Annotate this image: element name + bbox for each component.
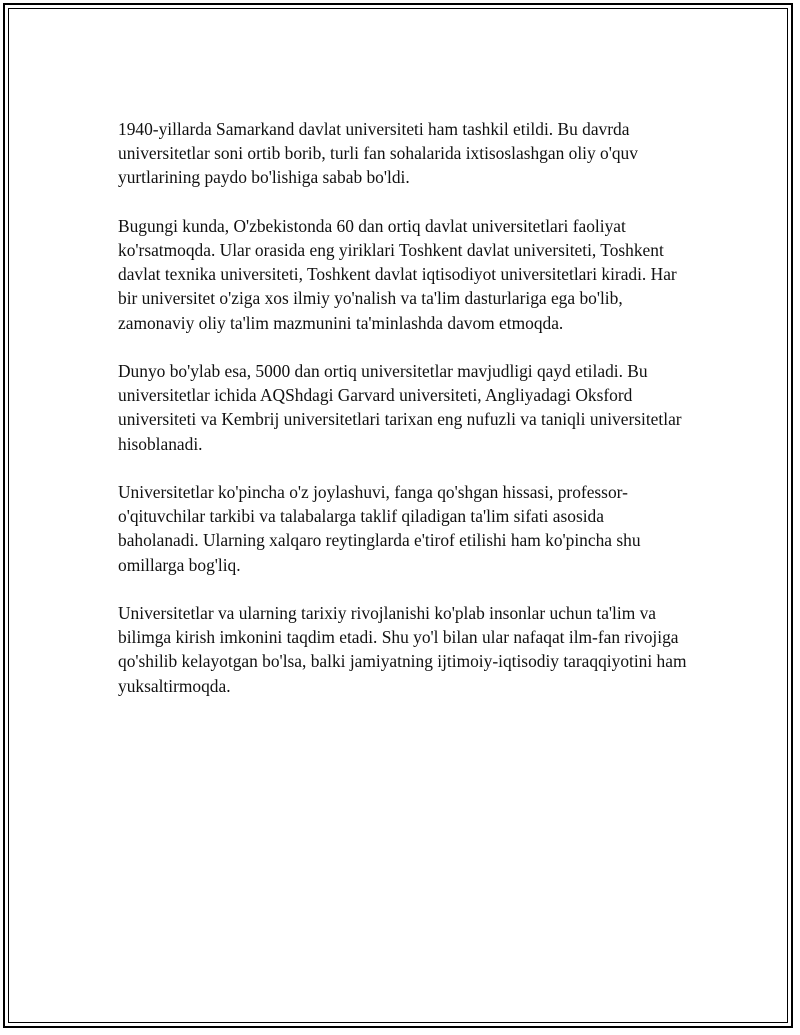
paragraph-2: Bugungi kunda, O'zbekistonda 60 dan ortiq davlat universitetlari faoliyat ko'rsatmoqda. Ular orasida eng yiriklari Toshkent davlat universiteti, Toshkent davlat texnika universiteti, Toshkent davlat iqtisodiyot universitetlari kiradi. Har bir universitet o'ziga xos ilmiy yo'nalish va ta'lim dasturlariga ega bo'lib, zamonaviy oliy ta'lim mazmunini ta'minlashda davom etmoqda. bbox=[118, 215, 677, 333]
paragraph-5: Universitetlar va ularning tarixiy rivojlanishi ko'plab insonlar uchun ta'lim va bilimga kirish imkonini taqdim etadi. Shu yo'l bilan ular nafaqat ilm-fan rivojiga qo'shilib kelayotgan bo'lsa, balki jamiyatning ijtimoiy-iqtisodiy taraqqiyotini ham yuksaltirmoqda. bbox=[118, 603, 687, 696]
paragraph-4: Universitetlar ko'pincha o'z joylashuvi, fanga qo'shgan hissasi, professor-o'qituvchilar tarkibi va talabalarga taklif qiladigan ta'lim sifati asosida baholanadi. Ularning xalqaro reytinglarda e'tirof etilishi ham ko'pincha shu omillarga bog'liq. bbox=[118, 482, 641, 575]
paragraph-3: Dunyo bo'ylab esa, 5000 dan ortiq universitetlar mavjudligi qayd etiladi. Bu universitetlar ichida AQShdagi Garvard universiteti, Angliyadagi Oksford universiteti va Kembrij universitetlari tarixan eng nufuzli va taniqli universitetlar hisoblanadi. bbox=[118, 361, 682, 454]
document-body bbox=[118, 117, 688, 722]
paragraph-1: 1940-yillarda Samarkand davlat universiteti ham tashkil etildi. Bu davrda universitetlar soni ortib borib, turli fan sohalarida ixtisoslashgan oliy o'quv yurtlarining paydo bo'lishiga sabab bo'ldi. bbox=[118, 119, 638, 188]
